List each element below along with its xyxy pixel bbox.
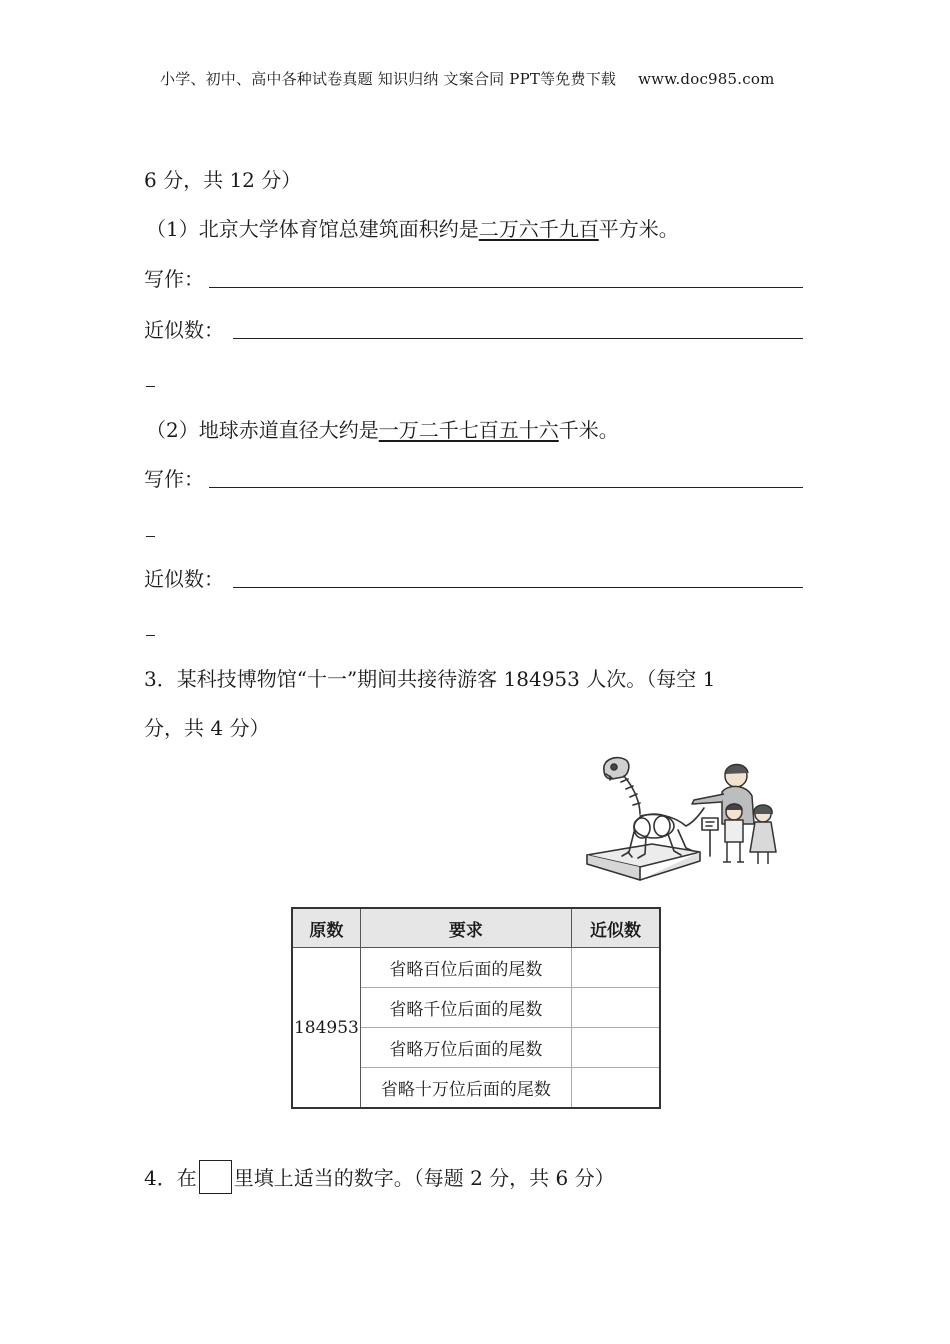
q2-part2-approx-answer-line[interactable]: [233, 587, 803, 588]
q2-part2-write-label: 写作：: [144, 467, 204, 491]
header-approximate-number: 近似数: [572, 908, 661, 948]
table-row: [292, 948, 660, 988]
q2-part2-write-answer-line[interactable]: [209, 487, 803, 488]
page-header: [160, 68, 775, 89]
q2-part1-underlined: 二万六千九百: [478, 217, 599, 241]
requirement-cell: 省略百位后面的尾数: [360, 948, 571, 988]
original-number-cell: 184953: [292, 948, 360, 1109]
header-site: www.doc985.com: [638, 70, 775, 88]
requirement-cell: 省略千位后面的尾数: [360, 988, 571, 1028]
q4-statement: [144, 1160, 615, 1194]
header-requirement: 要求: [360, 908, 571, 948]
table-header-row: [292, 908, 660, 948]
q2-part2-prefix: （2）地球赤道直径大约是: [146, 418, 379, 442]
q2-part1-statement: [146, 213, 679, 242]
q2-part1-write-answer-line[interactable]: [209, 287, 803, 288]
q2-part2-approx-label: 近似数：: [144, 567, 224, 591]
q2-intro-tail: 6 分，共 12 分）: [144, 168, 302, 192]
q2-part1-approx-label: 近似数：: [144, 318, 224, 342]
q3-statement-line2: 分，共 4 分）: [144, 716, 270, 740]
answer-box: [199, 1160, 232, 1194]
q3-statement-line1: 3．某科技博物馆“十一”期间共接待游客 184953 人次。（每空 1: [144, 667, 716, 691]
requirement-cell: 省略十万位后面的尾数: [360, 1068, 571, 1109]
approx-answer-cell[interactable]: [572, 948, 661, 988]
answer-line-continuation: [146, 386, 155, 387]
museum-dinosaur-illustration: [582, 752, 787, 887]
q2-part1-write-label: 写作：: [144, 267, 204, 291]
answer-line-continuation: [146, 635, 155, 636]
q4-prefix: 4．在: [144, 1166, 197, 1190]
header-original-number: 原数: [292, 908, 360, 948]
approx-answer-cell[interactable]: [572, 1068, 661, 1109]
approx-answer-cell[interactable]: [572, 988, 661, 1028]
q2-part1-suffix: 平方米。: [598, 217, 679, 241]
q2-part2-underlined: 一万二千七百五十六: [378, 418, 559, 442]
q2-part1-prefix: （1）北京大学体育馆总建筑面积约是: [146, 217, 479, 241]
header-text: 小学、初中、高中各种试卷真题 知识归纳 文案合同 PPT等免费下载: [160, 70, 617, 88]
q2-part2-statement: [146, 414, 619, 443]
requirement-cell: 省略万位后面的尾数: [360, 1028, 571, 1068]
q4-suffix: 里填上适当的数字。（每题 2 分，共 6 分）: [233, 1166, 615, 1190]
approximation-table: [291, 907, 661, 1109]
approx-answer-cell[interactable]: [572, 1028, 661, 1068]
answer-line-continuation: [146, 536, 155, 537]
q2-part1-approx-answer-line[interactable]: [233, 338, 803, 339]
q2-part2-suffix: 千米。: [558, 418, 619, 442]
